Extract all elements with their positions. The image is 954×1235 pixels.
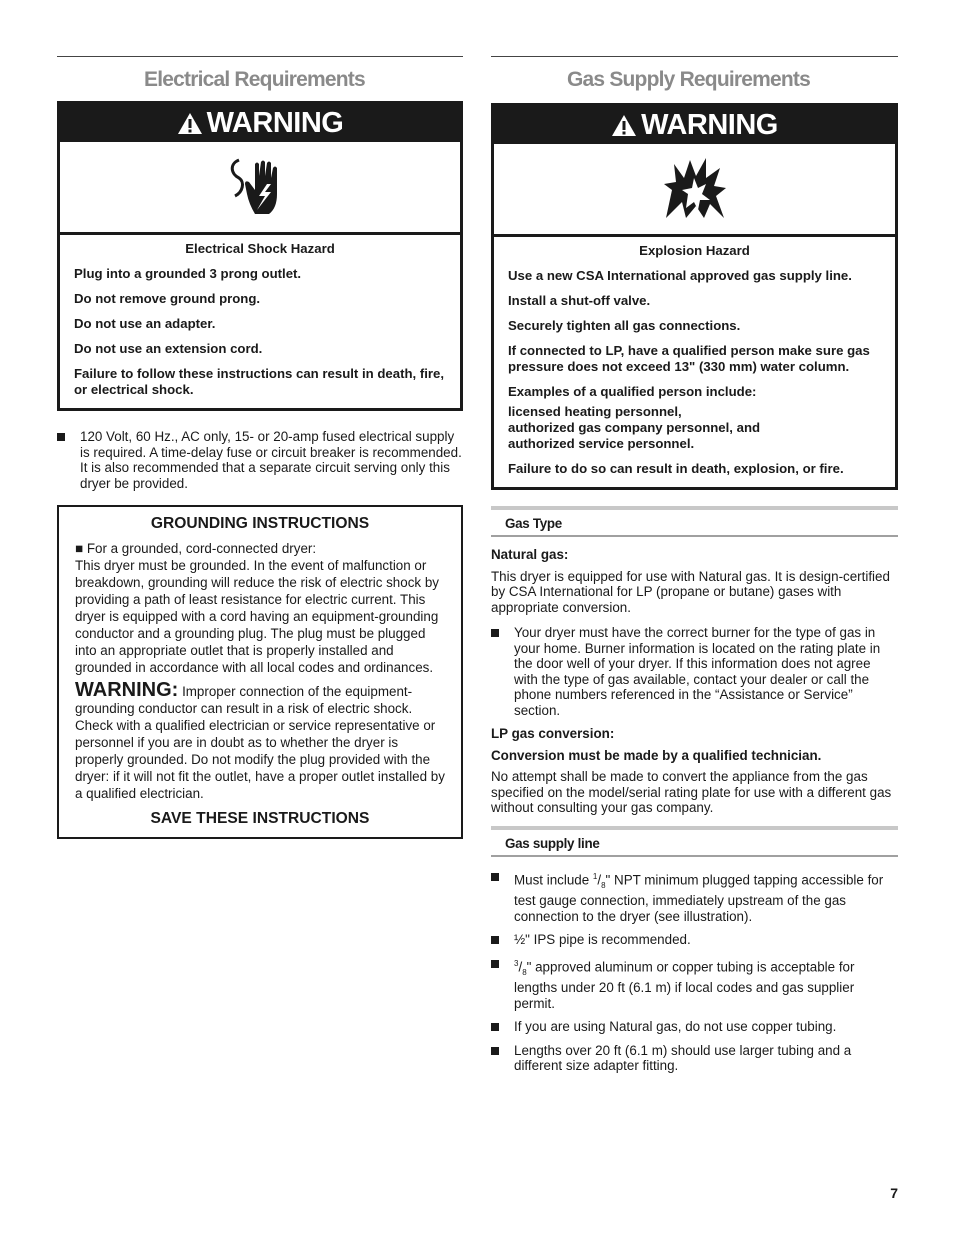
list-item-text: Lengths over 20 ft (6.1 m) should use larger tubing and a different size adapter fitting. xyxy=(514,1042,852,1074)
warning-word: WARNING: xyxy=(75,679,179,701)
top-rule xyxy=(491,56,898,57)
gas-line-heading: Gas supply line xyxy=(491,826,898,857)
top-rule xyxy=(57,56,463,57)
list-item xyxy=(491,1043,898,1074)
hazard-title: Electrical Shock Hazard xyxy=(185,241,335,256)
warning-header xyxy=(60,104,460,142)
list-item xyxy=(491,956,898,1012)
list-item xyxy=(491,1019,898,1035)
list-item-text: ½" IPS pipe is recommended. xyxy=(514,932,691,948)
electrical-column xyxy=(57,56,463,839)
lp-bold: Conversion must be made by a qualified technician. xyxy=(491,747,822,763)
list-item-text: $^3/_8$" approved aluminum or copper tubing is acceptable for lengths under 20 ft (6.1 m) if local codes and gas supplier permit. xyxy=(514,958,855,1011)
explosion-icon xyxy=(660,156,730,222)
grounding-box xyxy=(57,505,463,839)
qualified-item: licensed heating personnel, xyxy=(508,404,682,419)
gas-warning-box xyxy=(491,103,898,490)
grounding-warning-text: Improper connection of the equipment-grounding conductor can result in a risk of electric shock. Check with a qualified electrician or service representative or personnel if you are in doubt as to whether the dryer is properly grounded. Do not modify the plug provided with the dryer: if it will not fit the outlet, have a proper outlet installed by a qualified electrician. xyxy=(75,684,445,801)
natural-gas-label: Natural gas: xyxy=(491,547,569,562)
lp-label: LP gas conversion: xyxy=(491,726,615,741)
list-item xyxy=(491,625,898,718)
warning-triangle-icon xyxy=(611,114,637,137)
electric-shock-hand-icon xyxy=(225,156,295,218)
bullet-square-icon xyxy=(491,629,499,637)
text-part: " approved aluminum or copper tubing is acceptable for lengths under 20 ft (6.1 m) if local codes and gas supplier permit. xyxy=(514,959,855,1011)
warning-triangle-icon xyxy=(177,112,203,135)
bullet-square-icon xyxy=(491,1023,499,1031)
electrical-warning-body xyxy=(60,235,460,408)
fraction-num: 3 xyxy=(514,958,519,968)
list-item-text: If you are using Natural gas, do not use copper tubing. xyxy=(514,1019,837,1035)
grounding-intro-text: For a grounded, cord-connected dryer: xyxy=(86,541,317,556)
warning-item: Failure to follow these instructions can result in death, fire, or electrical shock. xyxy=(74,366,445,397)
electrical-warning-box xyxy=(57,101,463,411)
supply-bullet xyxy=(57,429,463,491)
qualified-list xyxy=(508,404,881,452)
warning-item: Securely tighten all gas connections. xyxy=(508,318,741,333)
warning-item: If connected to LP, have a qualified person make sure gas pressure does not exceed 13" (330 mm) water column. xyxy=(508,343,870,374)
lp-text: No attempt shall be made to convert the appliance from the gas specified on the model/serial rating plate for use with a different gas without consulting your gas company. xyxy=(491,769,892,815)
bullet-square-icon xyxy=(491,936,499,944)
warning-item: Failure to do so can result in death, explosion, or fire. xyxy=(508,461,844,476)
list-item xyxy=(491,869,898,925)
gas-line-list xyxy=(491,869,898,1074)
warning-item: Install a shut-off valve. xyxy=(508,293,651,308)
qualified-item: authorized service personnel. xyxy=(508,436,695,451)
electrical-title: Electrical Requirements xyxy=(144,68,365,91)
text-part: Must include xyxy=(514,871,593,887)
warning-header xyxy=(494,106,895,144)
warning-item: Examples of a qualified person include: xyxy=(508,384,757,399)
qualified-item: authorized gas company personnel, and xyxy=(508,420,761,435)
list-item xyxy=(491,932,898,948)
warning-item: Do not use an extension cord. xyxy=(74,341,263,356)
grounding-intro: ■ For a grounded, cord-connected dryer: xyxy=(75,541,317,556)
warning-item: Do not use an adapter. xyxy=(74,316,216,331)
bullet-square-icon xyxy=(57,433,65,441)
fraction-den: 8 xyxy=(601,880,606,890)
fraction-num: 1 xyxy=(592,871,598,881)
gas-title: Gas Supply Requirements xyxy=(567,68,811,91)
save-instructions: SAVE THESE INSTRUCTIONS xyxy=(150,810,370,827)
explosion-icon-area xyxy=(494,144,895,237)
grounding-warning xyxy=(75,679,445,802)
grounding-title: GROUNDING INSTRUCTIONS xyxy=(150,515,370,532)
hazard-title: Explosion Hazard xyxy=(639,243,750,258)
supply-text: 120 Volt, 60 Hz., AC only, 15- or 20-amp fused electrical supply is required. A time-delay fuse or circuit breaker is recommended. It is also recommended that a separate circuit serving only this dryer be provided. xyxy=(80,429,462,491)
text-part: " NPT minimum plugged tapping accessible for test gauge connection, immediately upstream of the gas connection to the dryer (see illustration). xyxy=(514,871,884,924)
bullet-square-icon xyxy=(491,960,499,968)
natural-gas-text: This dryer is equipped for use with Natural gas. It is design-certified by CSA International for LP (propane or butane) gases with appropriate conversion. xyxy=(491,568,890,615)
gas-type-heading: Gas Type xyxy=(491,506,898,537)
bullet-square-icon xyxy=(491,1047,499,1055)
bullet-square-icon xyxy=(491,873,499,881)
warning-label: WARNING xyxy=(206,106,344,139)
warning-item: Do not remove ground prong. xyxy=(74,291,261,306)
gas-type-list xyxy=(491,625,898,718)
fraction-den: 8 xyxy=(522,967,527,977)
warning-item: Use a new CSA International approved gas supply line. xyxy=(508,268,852,283)
list-item-text: Must include $^1/_8$" NPT minimum plugged tapping accessible for test gauge connection, immediately upstream of the gas connection to the dryer (see illustration). xyxy=(514,871,884,924)
page-number: 7 xyxy=(890,1185,898,1201)
shock-icon-area xyxy=(60,142,460,235)
grounding-body: This dryer must be grounded. In the event of malfunction or breakdown, grounding will reduce the risk of electric shock by providing a path of least resistance for electric current. This dryer is equipped with a cord having an equipment-grounding conductor and a grounding plug. The plug must be plugged into an appropriate outlet that is properly installed and grounded in accordance with all local codes and ordinances. xyxy=(75,558,439,675)
warning-item: Plug into a grounded 3 prong outlet. xyxy=(74,266,302,281)
warning-label: WARNING xyxy=(641,108,778,141)
list-item-text: Your dryer must have the correct burner for the type of gas in your home. Burner information is located on the rating plate in the door well of your dryer. If this information does not agree with the type of gas available, contact your dealer or call the phone numbers referenced in the “Assistance or Service” section. xyxy=(514,625,881,718)
gas-warning-body xyxy=(494,237,895,487)
gas-column xyxy=(491,56,898,1082)
